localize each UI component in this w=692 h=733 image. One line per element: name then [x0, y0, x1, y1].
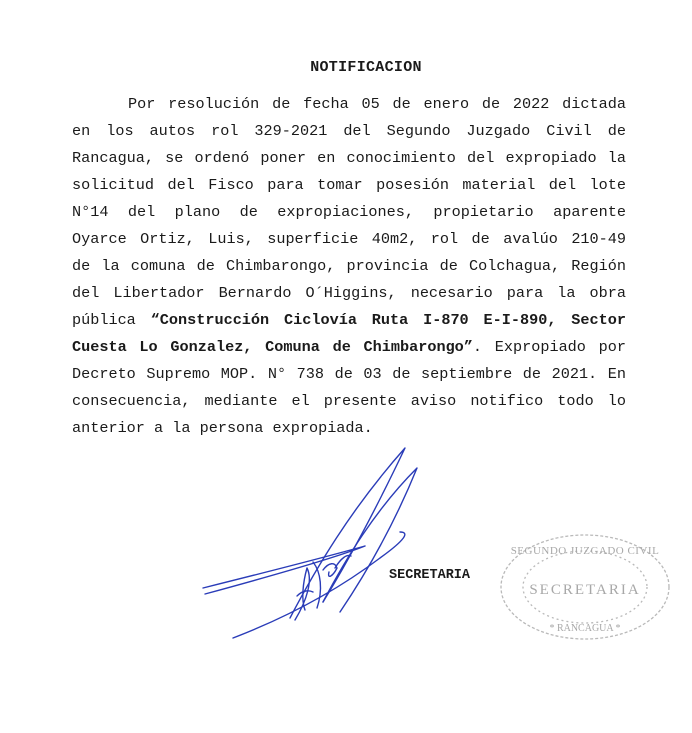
body-line-12: consecuencia, mediante el presente aviso notifico todo lo — [72, 392, 626, 410]
body-line-1: Por resolución de fecha 05 de enero de 2022 dictada — [128, 95, 626, 113]
svg-text:SECRETARIA: SECRETARIA — [529, 582, 641, 598]
body-line-3: Rancagua, se ordenó poner en conocimiento del expropiado la — [72, 149, 626, 167]
body-line-9 — [72, 311, 626, 329]
body-line-6: Oyarce Ortiz, Luis, superficie 40m2, rol de avalúo 210-49 — [72, 230, 626, 248]
body-line-11: Decreto Supremo MOP. N° 738 de 03 de septiembre de 2021. En — [72, 365, 626, 383]
body-line-8: del Libertador Bernardo O´Higgins, necesario para la obra — [72, 284, 626, 302]
project-name-part-1: “Construcción Ciclovía Ruta I-870 E-I-890, Sector — [150, 311, 626, 329]
court-stamp — [495, 528, 675, 646]
body-line-9-start: pública — [72, 311, 151, 329]
body-line-13: anterior a la persona expropiada. — [72, 419, 373, 437]
project-name-part-2: Cuesta Lo Gonzalez, Comuna de Chimbarongo” — [72, 338, 473, 356]
handwritten-signature — [195, 440, 455, 650]
body-line-7: de la comuna de Chimbarongo, provincia de Colchagua, Región — [72, 257, 626, 275]
body-line-5: N°14 del plano de expropiaciones, propietario aparente — [72, 203, 626, 221]
body-line-10-end: . Expropiado por — [472, 338, 626, 356]
svg-text:* RANCAGUA *: * RANCAGUA * — [549, 623, 621, 634]
signature-label: SECRETARIA — [389, 568, 471, 583]
svg-text:SEGUNDO JUZGADO CIVIL: SEGUNDO JUZGADO CIVIL — [510, 545, 660, 557]
body-line-4: solicitud del Fisco para tomar posesión material del lote — [72, 176, 626, 194]
body-line-2: en los autos rol 329-2021 del Segundo Juzgado Civil de — [72, 122, 626, 140]
document-title: NOTIFICACION — [310, 59, 422, 76]
body-line-10 — [72, 338, 626, 356]
